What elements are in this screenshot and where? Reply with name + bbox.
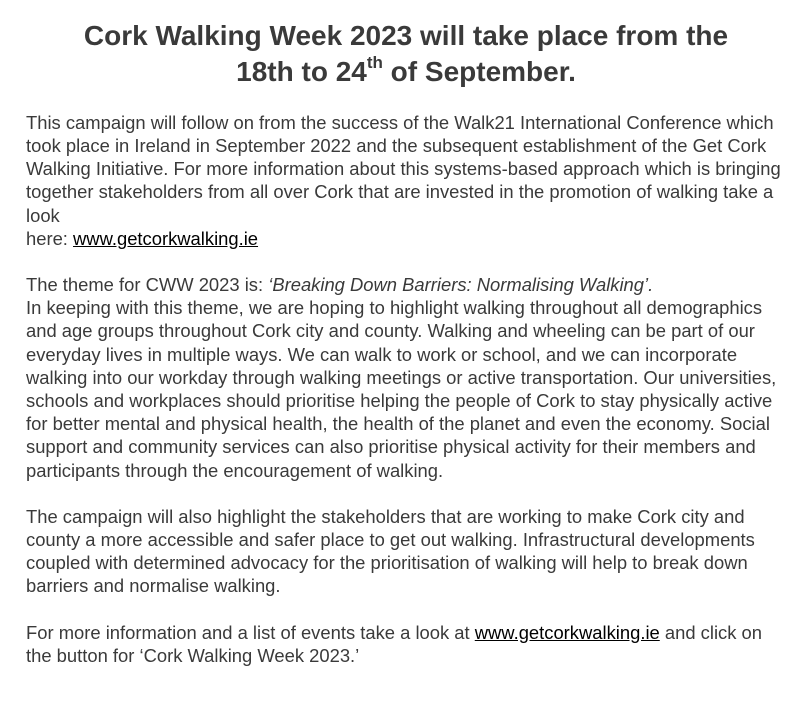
theme-paragraph (26, 273, 786, 482)
stakeholders-paragraph (26, 505, 786, 598)
more-info-prefix: For more information and a list of events take a look at (26, 621, 475, 643)
title-line-1: Cork Walking Week 2023 will take place from the (83, 20, 729, 51)
theme-body: In keeping with this theme, we are hoping to highlight walking throughout all demographics and age groups throughout Cork city and county. Walking and wheeling can be part of our everyday lives in multiple ways. We can walk to work or school, and we can incorporate walking into our workday through walking meetings or active transportation. Our universities, schools and workplaces should prioritise helping the people of Cork to stay physically active for better mental and physical health, the health of the planet and even the economy. Social support and community services can also prioritise physical activity for their members and participants through the encouragement of walking. (26, 297, 777, 481)
theme-title: ‘Breaking Down Barriers: Normalising Walking’. (268, 274, 654, 295)
intro-text: This campaign will follow on from the success of the Walk21 International Conference which took place in Ireland in September 2022 and the subsequent establishment of the Get Cork Walking Initiative. For more information about this systems-based approach which is bringing together stakeholders from all over Cork that are invested in the promotion of walking take a look (26, 111, 781, 226)
page-title (26, 18, 786, 91)
paragraph-spacer (26, 598, 786, 621)
title-superscript: th (366, 53, 383, 73)
intro-paragraph (26, 111, 786, 250)
paragraph-spacer (26, 482, 786, 505)
more-info-paragraph (26, 621, 786, 667)
getcorkwalking-link[interactable]: www.getcorkwalking.ie (73, 227, 259, 249)
paragraph-spacer (26, 250, 786, 273)
stakeholders-text: The campaign will also highlight the stakeholders that are working to make Cork city and county a more accessible and safer place to get out walking. Infrastructural developments coupled with determined advocacy for the prioritisation of walking will help to break down barriers and normalise walking. (26, 505, 755, 597)
title-line-2-end: of September. (382, 56, 576, 88)
more-info-suffix: and click on the button for ‘Cork Walking Week 2023.’ (26, 621, 762, 666)
title-line-2-start: 18th to 24 (236, 56, 367, 88)
theme-prefix: The theme for CWW 2023 is: (26, 274, 269, 295)
intro-here-label: here: (26, 227, 74, 249)
events-link[interactable]: www.getcorkwalking.ie (474, 621, 660, 643)
